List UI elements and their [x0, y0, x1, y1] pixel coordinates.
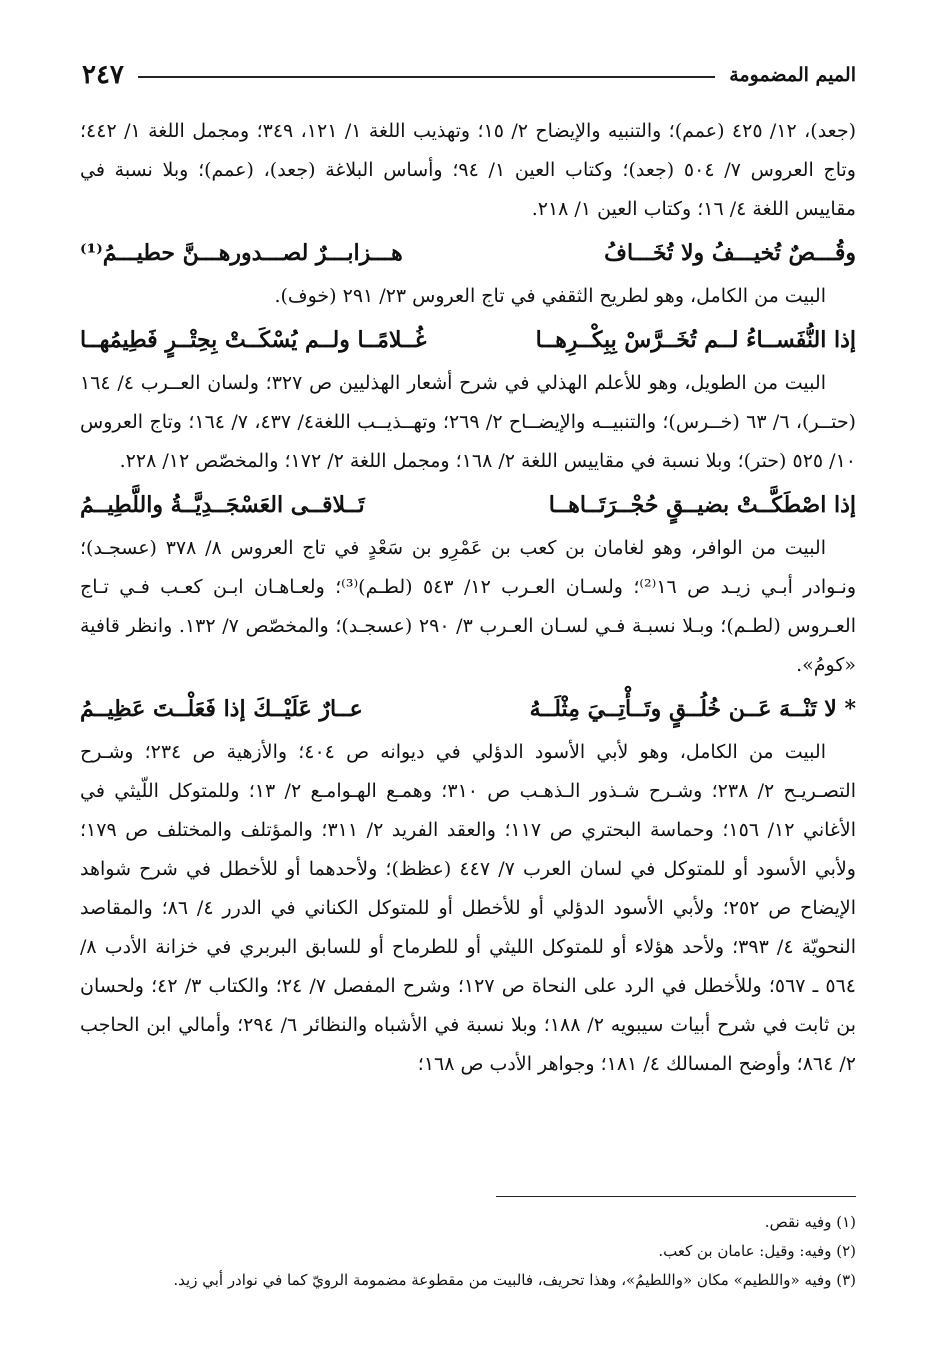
- verse-line: [80, 231, 856, 275]
- verse-line: [80, 687, 856, 731]
- header-rule: [138, 76, 715, 78]
- verse-first-hemistich: إذا اصْطَكَّــتْ بضيــقٍ حُجْــرَتَــاهــا: [548, 492, 856, 518]
- paragraph-commentary: البيت من الكامل، وهو لطريح الثقفي في تاج العروس ٢٣/ ٢٩١ (خوف).: [274, 285, 826, 307]
- verse-first-hemistich: إذا النُّفَســاءُ لــم تُخَــرَّسْ بِبِكْــرِهــا: [535, 327, 856, 353]
- footnote: (١) وفيه نقص.: [764, 1213, 856, 1231]
- verse-second-hemistich: عــارٌ عَلَيْــكَ إذا فَعَلْــتَ عَظِيــمُ: [80, 696, 363, 722]
- paragraph-citation: (جعد)، ١٢/ ٤٢٥ (عمم)؛ والتنبيه والإيضاح ٢/ ١٥؛ وتهذيب اللغة ١/ ١٢١، ٣٤٩؛ ومجمل اللغة ١/ ٤٤٢؛ وتاج العروس ٧/ ٥٠٤ (جعد)؛ وكتاب العين ١/ ٩٤؛ وأساس البلاغة (جعد)، (عمم)؛ وبلا نسبة في مقاييس اللغة ٤/ ١٦؛ وكتاب العين ١/ ٢١٨.: [80, 120, 857, 220]
- footnote: (٢) وفيه: وقيل: عامان بن كعب.: [658, 1242, 856, 1260]
- footnote: (٣) وفيه «واللطيم» مكان «واللطيمُ»، وهذا تحريف، فالبيت من مقطوعة مضمومة الرويّ كما في نوادر أبي زيد.: [173, 1271, 856, 1289]
- verse-second-hemistich: تَــلاقــى العَسْجَــدِيَّــةُ واللَّطِيــمُ: [80, 492, 365, 518]
- running-header: [82, 58, 856, 92]
- verse-line: [80, 318, 856, 362]
- verse-first-hemistich: وقُـــصٌ تُخيـــفُ ولا تُخَـــافُ: [604, 240, 856, 266]
- footnotes: [80, 1208, 856, 1295]
- verse-line: [80, 483, 856, 527]
- page-number: ٢٤٧: [82, 60, 124, 90]
- paragraph-commentary: البيت من الوافر، وهو لغامان بن كعب بن عَمْرِو بن سَعْدٍ في تاج العروس ٨/ ٣٧٨ (عسجـد)؛ ونـوادر أبـي زيـد ص ١٦⁽²⁾؛ ولسـان العـرب ١٢/ ٥٤٣ (لطـم)⁽³⁾؛ ولعـاهـان ابـن كعـب فـي تـاج العـروس (لطـم)؛ وبـلا نسبـة فـي لسـان العـرب ٣/ ٢٩٠ (عسجـد)؛ والمخصّص ٧/ ١٣٢. وانظر قافية «كومُ».: [80, 537, 856, 676]
- section-title: الميم المضمومة: [729, 64, 856, 86]
- verse-second-hemistich: هـــزابـــرٌ لصـــدورهـــنَّ حطيـــمُ⁽¹⁾: [80, 240, 403, 266]
- footnote-rule: [496, 1196, 856, 1197]
- page-body: [80, 112, 856, 1084]
- verse-second-hemistich: غُــلامًــا ولــم يُسْكَــتْ بِحِتْــرٍ فَطِيمُهــا: [80, 327, 427, 353]
- paragraph-commentary: البيت من الكامل، وهو لأبي الأسود الدؤلي في ديوانه ص ٤٠٤؛ والأزهية ص ٢٣٤؛ وشـرح التصـريـح ٢/ ٢٣٨؛ وشـرح شـذور الـذهـب ص ٣١٠؛ وهمـع الهـوامـع ٢/ ١٣؛ وللمتوكل اللّيثي في الأغاني ١٢/ ١٥٦؛ وحماسة البحتري ص ١١٧؛ والعقد الفريد ٢/ ٣١١؛ والمؤتلف والمختلف ص ١٧٩؛ ولأبي الأسود أو للمتوكل في لسان العرب ٧/ ٤٤٧ (عظظ)؛ ولأحدهما أو للأخطل في شرح شواهد الإيضاح ص ٢٥٢؛ ولأبي الأسود الدؤلي أو للأخطل أو للمتوكل الكناني في الدرر ٤/ ٨٦؛ والمقاصد النحويّة ٤/ ٣٩٣؛ ولأحد هؤلاء أو للمتوكل الليثي أو للطرماح أو للسابق البربري في خزانة الأدب ٨/ ٥٦٤ ـ ٥٦٧؛ وللأخطل في الرد على النحاة ص ١٢٧؛ وشرح المفصل ٧/ ٢٤؛ والكتاب ٣/ ٤٢؛ ولحسان بن ثابت في شرح أبيات سيبويه ٢/ ١٨٨؛ وبلا نسبة في الأشباه والنظائر ٦/ ٢٩٤؛ وأمالي ابن الحاجب ٢/ ٨٦٤؛ وأوضح المسالك ٤/ ١٨١؛ وجواهر الأدب ص ١٦٨؛: [80, 741, 857, 1075]
- paragraph-commentary: البيت من الطويل، وهو للأعلم الهذلي في شرح أشعار الهذليين ص ٣٢٧؛ ولسان العــرب ٤/ ١٦٤ (حتــر)، ٦/ ٦٣ (خــرس)؛ والتنبيــه والإيضــاح ٢/ ٢٦٩؛ وتهــذيــب اللغة٤/ ٤٣٧، ٧/ ١٦٤؛ وتاج العروس ١٠/ ٥٢٥ (حتر)؛ وبلا نسبة في مقاييس اللغة ٢/ ١٦٨؛ ومجمل اللغة ٢/ ١٧٢؛ والمخصّص ١٢/ ٢٢٨.: [80, 372, 856, 472]
- verse-first-hemistich: * لا تَنْــهَ عَــن خُلُــقٍ وتَــأْتِــيَ مِثْلَــهُ: [529, 696, 856, 722]
